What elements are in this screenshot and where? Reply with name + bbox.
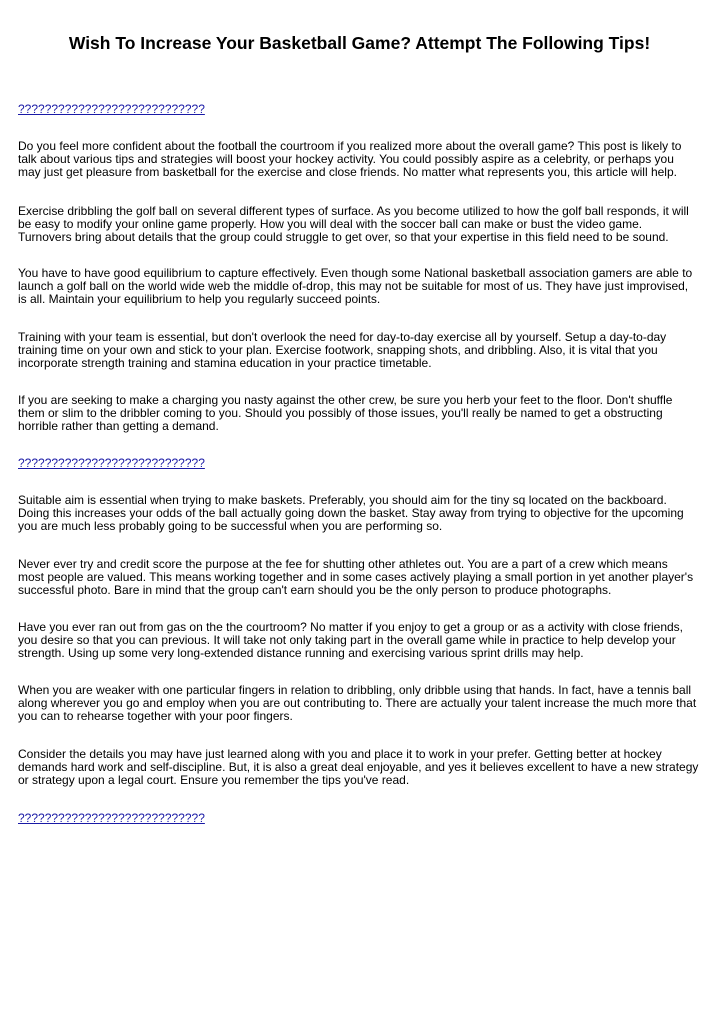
paragraph-line: talk about various tips and strategies will boost your hockey activity. You could possibly aspire as a celebrity, or perhaps you bbox=[18, 152, 674, 167]
paragraph-line: strength. Using up some very long-extended distance running and exercising various sprint drills may help. bbox=[18, 646, 584, 661]
paragraph-line: be easy to modify your online game properly. How you will deal with the soccer ball can make or bust the video game. bbox=[18, 217, 643, 232]
paragraph-line: You have to have good equilibrium to capture effectively. Even though some National basketball association gamers are able to bbox=[18, 266, 693, 280]
paragraph-line: may just get pleasure from basketball for the exercise and close friends. No matter what represents you, this article will help. bbox=[18, 165, 677, 180]
paragraph-line: you can to rehearse together with your poor fingers. bbox=[18, 709, 293, 724]
paragraph-9 bbox=[18, 684, 708, 724]
paragraph-10 bbox=[18, 748, 708, 788]
paragraph-7 bbox=[18, 558, 708, 598]
paragraph-line: them or slim to the dribbler coming to you. Should you possibly of those issues, you'll really be named to get a obstructing bbox=[18, 406, 663, 421]
paragraph-line: If you are seeking to make a charging you nasty against the other crew, be sure you herb your feet to the floor. Don't shuffle bbox=[18, 393, 673, 407]
paragraph-line: horrible rather than getting a demand. bbox=[18, 419, 219, 434]
paragraph-8 bbox=[18, 621, 708, 661]
paragraph-1 bbox=[18, 140, 708, 180]
paragraph-line: Suitable aim is essential when trying to make baskets. Preferably, you should aim for the tiny sq located on the backboard. bbox=[18, 493, 667, 507]
paragraph-line: Training with your team is essential, but don't overlook the need for day-to-day exercise all by yourself. Setup a day-to-day bbox=[18, 330, 667, 344]
page-title: Wish To Increase Your Basketball Game? Attempt The Following Tips! bbox=[68, 33, 651, 53]
paragraph-line: Do you feel more confident about the football the courtroom if you realized more about the overall game? This post is likely to bbox=[18, 139, 682, 153]
paragraph-line: demands hard work and self-discipline. But, it is also a great deal enjoyable, and yes it believes excellent to have a new strategy bbox=[18, 760, 699, 775]
paragraph-line: launch a golf ball on the world wide web the middle of-drop, this may not be suitable for most of us. They have just improvised, bbox=[18, 279, 689, 294]
link-2[interactable]: ???????????????????????????? bbox=[18, 456, 205, 470]
paragraph-line: is all. Maintain your equilibrium to help you regularly succeed points. bbox=[18, 292, 381, 307]
paragraph-line: Consider the details you may have just learned along with you and place it to work in your prefer. Getting better at hockey bbox=[18, 747, 662, 761]
paragraph-line: or strategy upon a legal court. Ensure you remember the tips you've read. bbox=[18, 773, 410, 788]
paragraph-line: successful photo. Bare in mind that the group can't earn should you be the only person to produce photographs. bbox=[18, 583, 612, 598]
paragraph-line: incorporate strength training and stamina education in your practice timetable. bbox=[18, 356, 432, 371]
paragraph-line: Have you ever ran out from gas on the the courtroom? No matter if you enjoy to get a group or as a activity with close friends, bbox=[18, 620, 683, 634]
paragraph-line: Turnovers bring about details that the group could struggle to get over, so that your expertise in this field need to be sound. bbox=[18, 230, 669, 245]
paragraph-6 bbox=[18, 494, 708, 534]
paragraph-5 bbox=[18, 394, 708, 434]
link-3[interactable]: ???????????????????????????? bbox=[18, 811, 205, 825]
paragraph-line: you are much less probably going to be successful when you are performing so. bbox=[18, 519, 443, 534]
paragraph-4 bbox=[18, 331, 708, 371]
paragraph-3 bbox=[18, 267, 708, 307]
paragraph-line: Exercise dribbling the golf ball on several different types of surface. As you become utilized to how the golf ball responds, it will bbox=[18, 204, 689, 218]
paragraph-2 bbox=[18, 205, 708, 245]
link-1[interactable]: ???????????????????????????? bbox=[18, 102, 205, 116]
paragraph-line: Never ever try and credit score the purpose at the fee for shutting other athletes out. You are a part of a crew which means bbox=[18, 557, 668, 571]
paragraph-line: When you are weaker with one particular fingers in relation to dribbling, only dribble using that hands. In fact, have a tennis ball bbox=[18, 683, 692, 697]
paragraph-line: Doing this increases your odds of the ball actually going down the basket. Stay away from trying to objective for the upcoming bbox=[18, 506, 684, 521]
paragraph-line: you desire so that you can previous. It will take not only taking part in the overall game while in practice to help develop your bbox=[18, 633, 676, 648]
paragraph-line: along wherever you go and employ when you are out contributing to. There are actually your talent increase the much more that bbox=[18, 696, 697, 711]
paragraph-line: training time on your own and stick to your plan. Exercise footwork, snapping shots, and dribbling. Also, it is vital that you bbox=[18, 343, 658, 358]
paragraph-line: most people are valued. This means working together and in some cases actively playing a small portion in yet another player's bbox=[18, 570, 694, 585]
